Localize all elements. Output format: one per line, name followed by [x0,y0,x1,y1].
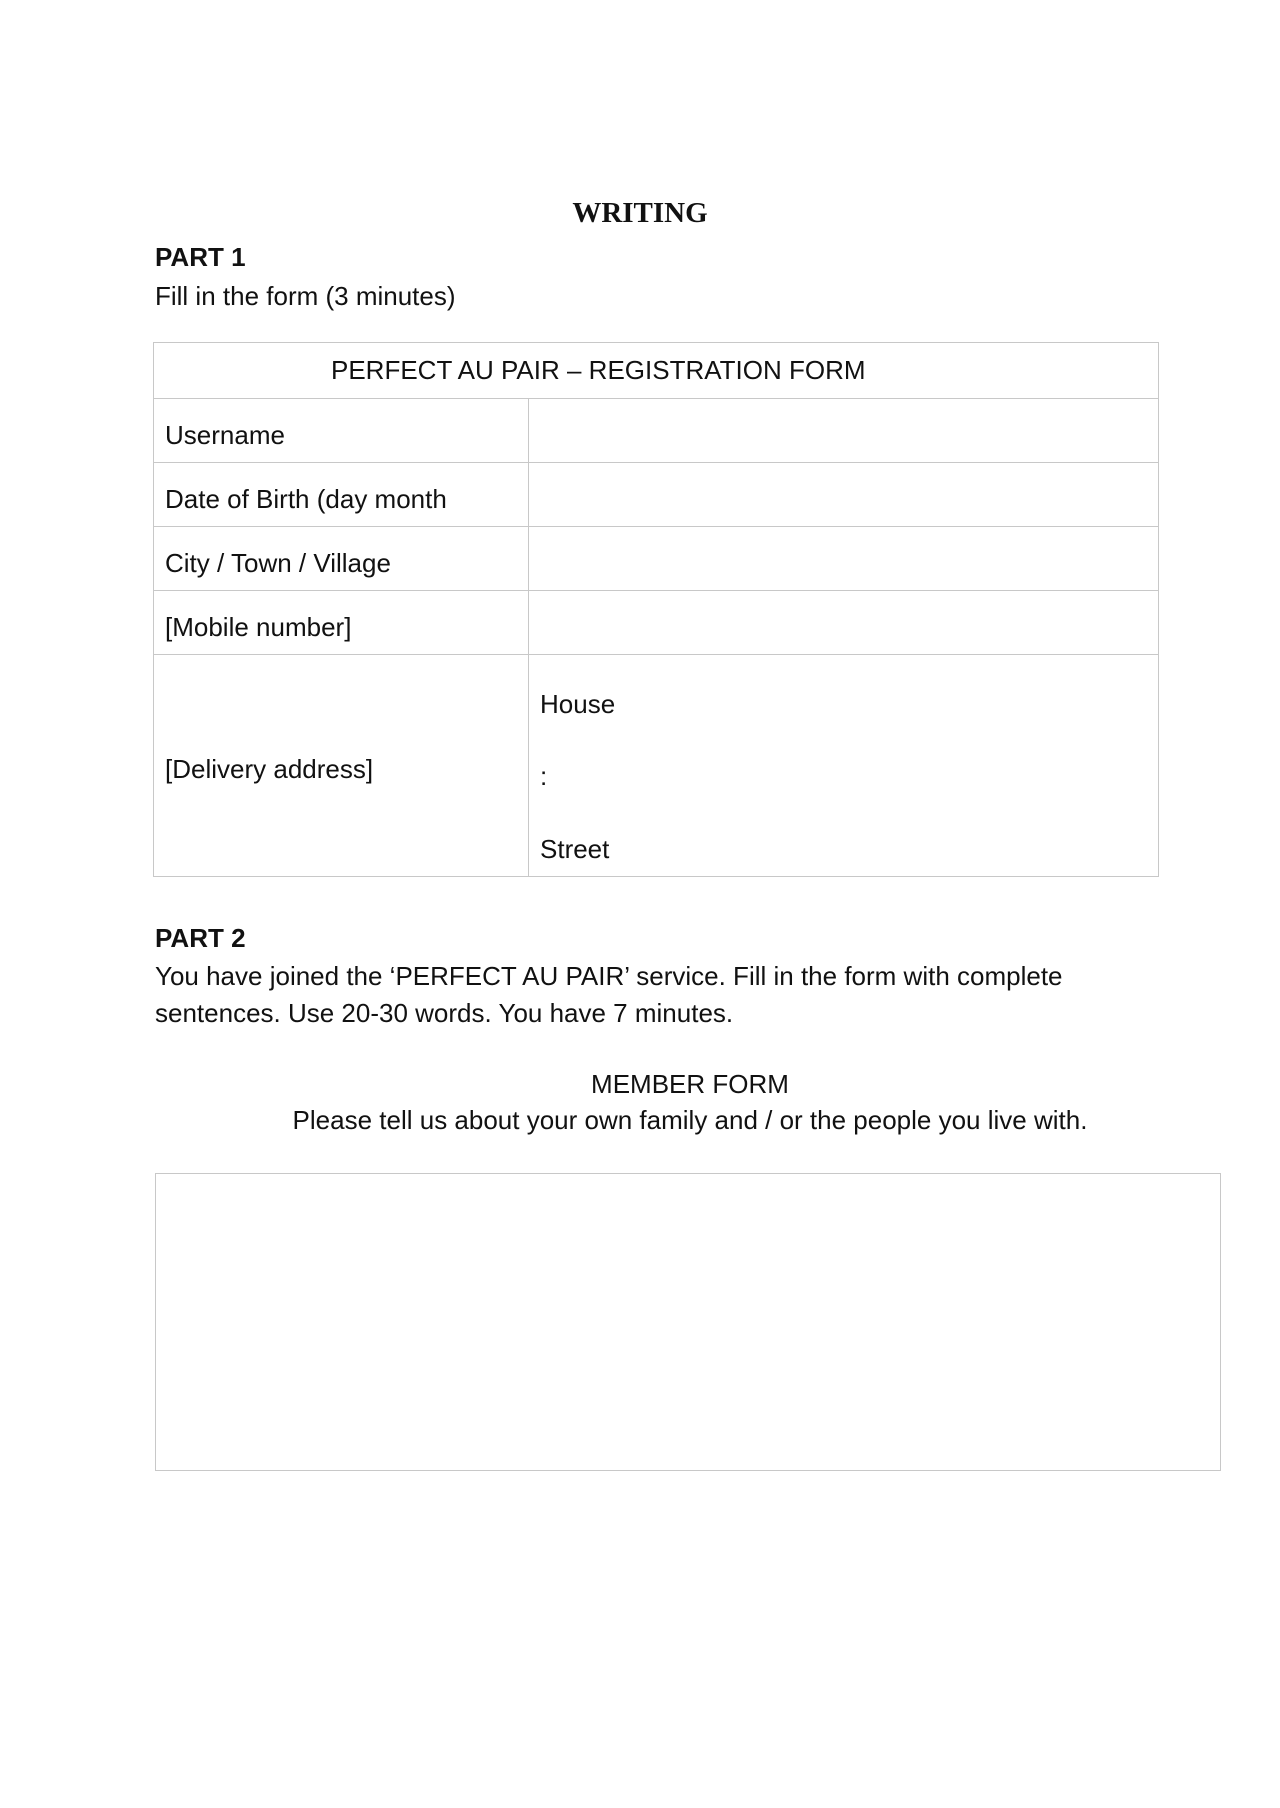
part1-heading: PART 1 [155,242,246,272]
part1-instruction: Fill in the form (3 minutes) [155,281,456,311]
date-of-birth-label: Date of Birth (day month [154,463,529,526]
delivery-address-field[interactable] [529,655,1158,876]
form-row-delivery-address [154,654,1158,876]
city-label: City / Town / Village [154,527,529,590]
mobile-number-field[interactable] [529,591,1158,654]
form-row-date-of-birth [154,462,1158,526]
member-form-prompt: Please tell us about your own family and / or the people you live with. [292,1105,1088,1135]
address-house-label: House [540,689,616,719]
part2-instruction-line1: You have joined the ‘PERFECT AU PAIR’ service. Fill in the form with complete [155,961,1063,991]
form-row-city [154,526,1158,590]
address-separator: : [540,761,548,791]
delivery-address-label: [Delivery address] [154,655,529,876]
mobile-number-label: [Mobile number] [154,591,529,654]
part2-heading: PART 2 [155,923,246,953]
form-row-mobile [154,590,1158,654]
registration-form-header: PERFECT AU PAIR – REGISTRATION FORM [331,355,866,385]
member-form-answer-box[interactable] [155,1173,1221,1471]
page-title: WRITING [572,197,708,229]
form-row-username [154,398,1158,462]
city-field[interactable] [529,527,1158,590]
date-of-birth-field[interactable] [529,463,1158,526]
username-label: Username [154,399,529,462]
part2-instruction-line2: sentences. Use 20-30 words. You have 7 minutes. [155,998,734,1028]
registration-form-table [153,342,1159,877]
username-field[interactable] [529,399,1158,462]
address-street-label: Street [540,834,610,864]
member-form-title: MEMBER FORM [591,1069,789,1099]
